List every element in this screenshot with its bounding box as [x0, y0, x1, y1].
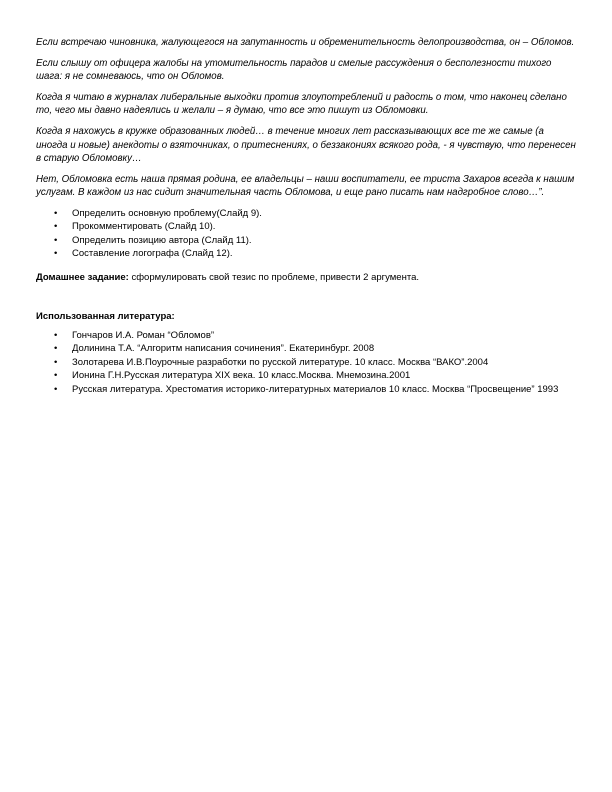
list-item	[36, 342, 576, 355]
reference-text: Русская литература. Хрестоматия историко-литературных материалов 10 класс. Москва “Просвещение” 1993	[72, 383, 559, 395]
task-text: Составление логографа (Слайд 12).	[72, 248, 233, 260]
task-text: Определить основную проблему(Слайд 9).	[72, 207, 262, 219]
bullet-icon: •	[54, 356, 58, 368]
list-item	[36, 383, 576, 396]
reference-text: Ионина Г.Н.Русская литература XIX века. 10 класс.Москва. Мнемозина.2001	[72, 370, 411, 382]
quote-paragraph-3: Когда я читаю в журналах либеральные выходки против злоупотреблений и радость о том, что наконец сделано то, чего мы давно надеялись и желали – я думаю, что все это пишут из Обломовки.	[36, 91, 567, 117]
bullet-icon: •	[54, 221, 58, 233]
bullet-icon: •	[54, 343, 58, 355]
bullet-icon: •	[54, 234, 58, 246]
document-page	[36, 36, 576, 396]
reference-text: Золотарева И.В.Поурочные разработки по русской литературе. 10 класс. Москва “ВАКО”.2004	[72, 356, 489, 368]
quote-paragraph-5: Нет, Обломовка есть наша прямая родина, ее владельцы – наши воспитатели, ее триста Захаров всегда к нашим услугам. В каждом из нас сидит значительная часть Обломова, и еще рано писать нам надгробное слово…”.	[36, 173, 575, 199]
list-item	[36, 234, 576, 247]
quote-paragraph-1: Если встречаю чиновника, жалующегося на запутанность и обременительность делопроизводства, он – Обломов.	[36, 37, 575, 48]
homework-text: сформулировать свой тезис по проблеме, привести 2 аргумента.	[128, 271, 420, 283]
task-text: Определить позицию автора (Слайд 11).	[72, 234, 252, 246]
bullet-icon: •	[54, 207, 58, 219]
bullet-icon: •	[54, 248, 58, 260]
quote-paragraph-2: Если слышу от офицера жалобы на утомительность парадов и смелые рассуждения о бесполезности тихого шага: я не сомневаюсь, что он Обломов.	[36, 57, 552, 83]
references-heading: Использованная литература:	[36, 310, 175, 322]
list-item	[36, 247, 576, 260]
quote-paragraph-4: Когда я нахожусь в кружке образованных людей… в течение многих лет рассказывающих все те же самые (а иногда и новые) анекдоты о взяточниках, о притеснениях, о беззакониях всякого рода, - я чувствую, что перенесен в старую Обломовку…	[36, 125, 576, 165]
list-item	[36, 369, 576, 382]
bullet-icon: •	[54, 383, 58, 395]
list-item	[36, 207, 576, 220]
bullet-icon: •	[54, 329, 58, 341]
list-item	[36, 329, 576, 342]
task-text: Прокомментировать (Слайд 10).	[72, 221, 216, 233]
homework-line	[36, 271, 576, 284]
list-item	[36, 356, 576, 369]
reference-text: Гончаров И.А. Роман “Обломов”	[72, 329, 215, 341]
task-list	[36, 207, 576, 261]
homework-label: Домашнее задание:	[36, 271, 129, 283]
list-item	[36, 220, 576, 233]
references-list	[36, 329, 576, 396]
bullet-icon: •	[54, 370, 58, 382]
reference-text: Долинина Т.А. “Алгоритм написания сочинения”. Екатеринбург. 2008	[72, 343, 375, 355]
